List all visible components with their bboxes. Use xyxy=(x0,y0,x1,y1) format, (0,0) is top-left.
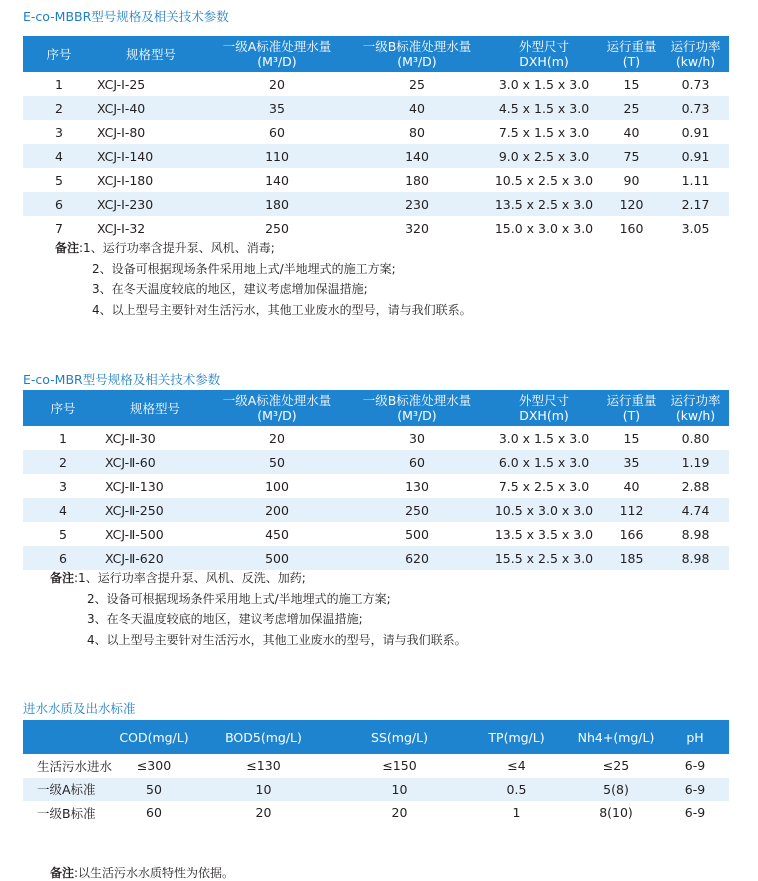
table-cell: 1.11 xyxy=(681,172,710,188)
table-cell: 35 xyxy=(207,96,347,120)
mbr-notes xyxy=(50,568,467,650)
table-cell: 一级B标准 xyxy=(37,805,96,821)
table-cell: 3 xyxy=(55,124,63,140)
table-cell: 生活污水进水 xyxy=(37,758,113,774)
table-cell: 9.0 x 2.5 x 3.0 xyxy=(487,144,601,168)
table-cell: 180 xyxy=(207,192,347,216)
header-model: 规格型号 xyxy=(95,36,207,72)
mbbr-notes xyxy=(55,238,472,320)
header-weight: 运行重量 (T) xyxy=(601,36,662,72)
table-cell: 140 xyxy=(347,144,487,168)
table-cell: 112 xyxy=(601,498,662,522)
table-cell: 1 xyxy=(55,76,63,92)
table-cell: 一级A标准 xyxy=(23,778,118,802)
table-row xyxy=(23,546,729,570)
table-cell: 60 xyxy=(146,805,162,821)
table-cell: 2.88 xyxy=(681,478,710,494)
water-section-title: 进水水质及出水标准 xyxy=(23,701,136,716)
table-cell: 6 xyxy=(23,546,103,570)
table-cell: 20 xyxy=(269,76,285,92)
table-cell: 40 xyxy=(623,478,640,494)
header-power: 运行功率 (kw/h) xyxy=(662,36,729,72)
table-cell: 0.80 xyxy=(681,430,710,446)
table-cell: 15 xyxy=(623,76,640,92)
table-cell: 30 xyxy=(409,430,425,446)
water-note xyxy=(50,864,234,881)
table-cell: 3.0 x 1.5 x 3.0 xyxy=(498,76,590,92)
header-cod: COD(mg/L) xyxy=(118,720,190,754)
table-cell: 180 xyxy=(405,172,429,188)
table-cell: ≤300 xyxy=(136,758,172,774)
table-cell: 10.5 x 2.5 x 3.0 xyxy=(494,172,594,188)
table-cell: ≤25 xyxy=(602,758,630,774)
table-cell: 7 xyxy=(55,220,63,236)
table-cell: 60 xyxy=(347,450,487,474)
note-line: 4、以上型号主要针对生活污水，其他工业废水的型号，请与我们联系。 xyxy=(92,302,472,317)
table-cell: 2 xyxy=(23,450,103,474)
table-cell: 90 xyxy=(623,172,640,188)
table-cell: 75 xyxy=(601,144,662,168)
table-cell: 40 xyxy=(347,96,487,120)
table-cell: 80 xyxy=(409,124,425,140)
table-row xyxy=(23,801,729,825)
table-cell: 620 xyxy=(347,546,487,570)
header-index: 序号 xyxy=(23,390,103,426)
table-cell: 110 xyxy=(207,144,347,168)
table-cell: ≤150 xyxy=(382,758,417,774)
header-dimensions: 外型尺寸 DXH(m) xyxy=(487,36,601,72)
table-cell: 3.0 x 1.5 x 3.0 xyxy=(498,430,590,446)
table-cell: 15.5 x 2.5 x 3.0 xyxy=(487,546,601,570)
table-cell: 200 xyxy=(207,498,347,522)
table-cell: 4 xyxy=(23,498,103,522)
header-model: 规格型号 xyxy=(103,390,207,426)
header-ss: SS(mg/L) xyxy=(337,720,462,754)
note-line: 3、在冬天温度较底的地区，建议考虑增加保温措施; xyxy=(87,612,363,627)
table-cell: ≤4 xyxy=(507,758,526,774)
table-cell: 13.5 x 3.5 x 3.0 xyxy=(494,526,594,542)
table-cell: 1.19 xyxy=(662,450,729,474)
table-cell: 7.5 x 2.5 x 3.0 xyxy=(498,478,590,494)
table-cell: XCJ-Ⅰ-80 xyxy=(97,124,146,140)
table-cell: 60 xyxy=(269,124,285,140)
table-cell: 13.5 x 2.5 x 3.0 xyxy=(487,192,601,216)
header-power: 运行功率 (kw/h) xyxy=(662,390,729,426)
table-cell: 6 xyxy=(23,192,95,216)
table-cell: XCJ-Ⅱ-250 xyxy=(103,498,207,522)
table-cell: 4 xyxy=(23,144,95,168)
header-index: 序号 xyxy=(23,36,95,72)
table-cell: 450 xyxy=(265,526,289,542)
table-cell: 40 xyxy=(623,124,640,140)
table-cell: 5(8) xyxy=(571,778,661,802)
table-cell: 0.73 xyxy=(662,96,729,120)
table-cell: 2 xyxy=(23,96,95,120)
notes-label: 备注 xyxy=(50,571,75,585)
table-row xyxy=(23,144,729,168)
header-grade-a-capacity: 一级A标准处理水量 (M³/D) xyxy=(207,390,347,426)
table-cell: 100 xyxy=(265,478,289,494)
table-cell: 3 xyxy=(59,478,67,494)
table-cell: XCJ-Ⅰ-40 xyxy=(95,96,207,120)
table-cell: XCJ-Ⅱ-620 xyxy=(103,546,207,570)
table-cell: 7.5 x 1.5 x 3.0 xyxy=(498,124,590,140)
table-cell: 20 xyxy=(269,430,285,446)
table-cell: 185 xyxy=(601,546,662,570)
note-line: 4、以上型号主要针对生活污水，其他工业废水的型号，请与我们联系。 xyxy=(87,632,467,647)
note-line: 2、设备可根据现场条件采用地上式/半地埋式的施工方案; xyxy=(87,591,391,606)
table-cell: 250 xyxy=(265,220,289,236)
table-cell: 230 xyxy=(347,192,487,216)
table-cell: 160 xyxy=(619,220,644,236)
notes-label: 备注 xyxy=(50,866,75,880)
table-cell: 3.05 xyxy=(681,220,710,236)
table-cell: 25 xyxy=(601,96,662,120)
note-line: 3、在冬天温度较底的地区，建议考虑增加保温措施; xyxy=(92,282,368,297)
header-nh4: Nh4+(mg/L) xyxy=(571,720,661,754)
table-cell: 6-9 xyxy=(661,778,729,802)
table-cell: 120 xyxy=(601,192,662,216)
table-row xyxy=(23,216,729,240)
table-cell: 10 xyxy=(190,778,337,802)
table-cell: 25 xyxy=(409,76,425,92)
table-cell: 10.5 x 3.0 x 3.0 xyxy=(487,498,601,522)
header-grade-a-capacity: 一级A标准处理水量 (M³/D) xyxy=(207,36,347,72)
table-header-row xyxy=(23,390,729,426)
table-cell: 0.91 xyxy=(681,124,710,140)
header-grade-b-capacity: 一级B标准处理水量 (M³/D) xyxy=(347,390,487,426)
table-cell: 500 xyxy=(405,526,429,542)
table-cell: 4.74 xyxy=(662,498,729,522)
table-cell: 500 xyxy=(207,546,347,570)
header-ph: pH xyxy=(661,720,729,754)
table-row xyxy=(23,522,729,546)
header-bod5: BOD5(mg/L) xyxy=(190,720,337,754)
header-tp: TP(mg/L) xyxy=(462,720,571,754)
mbbr-section-title: E-co-MBBR型号规格及相关技术参数 xyxy=(23,9,229,24)
water-quality-table xyxy=(23,720,729,825)
table-cell: 0.73 xyxy=(681,76,710,92)
table-cell: XCJ-Ⅱ-30 xyxy=(105,430,156,446)
table-row xyxy=(23,754,729,778)
table-cell: 8.98 xyxy=(662,546,729,570)
table-row xyxy=(23,498,729,522)
table-cell: XCJ-Ⅱ-60 xyxy=(103,450,207,474)
note-text: :以生活污水水质特性为依据。 xyxy=(74,866,235,880)
table-cell: 20 xyxy=(391,805,408,821)
table-row xyxy=(23,96,729,120)
table-cell: 1 xyxy=(59,430,67,446)
table-row xyxy=(23,426,729,450)
mbr-section-title: E-co-MBR型号规格及相关技术参数 xyxy=(23,372,221,387)
table-cell: 50 xyxy=(207,450,347,474)
table-cell: 140 xyxy=(265,172,289,188)
notes-label: 备注 xyxy=(55,241,80,255)
table-row xyxy=(23,72,729,96)
table-cell: 50 xyxy=(118,778,190,802)
table-cell: 0.5 xyxy=(462,778,571,802)
mbbr-spec-table xyxy=(23,36,729,240)
mbr-spec-table xyxy=(23,390,729,570)
table-cell: 130 xyxy=(405,478,429,494)
table-cell: ≤130 xyxy=(246,758,281,774)
table-cell: XCJ-Ⅰ-140 xyxy=(95,144,207,168)
note-line: :1、运行功率含提升泵、风机、反洗、加药; xyxy=(74,571,306,585)
table-cell: XCJ-Ⅰ-25 xyxy=(97,76,146,92)
note-line: :1、运行功率含提升泵、风机、消毒; xyxy=(79,241,275,255)
table-cell: 0.91 xyxy=(662,144,729,168)
table-cell: 20 xyxy=(255,805,272,821)
table-row xyxy=(23,168,729,192)
table-cell: XCJ-Ⅱ-130 xyxy=(105,478,164,494)
table-cell: 8.98 xyxy=(681,526,710,542)
table-cell: 6.0 x 1.5 x 3.0 xyxy=(487,450,601,474)
table-cell: XCJ-Ⅱ-500 xyxy=(105,526,164,542)
table-cell: 4.5 x 1.5 x 3.0 xyxy=(487,96,601,120)
table-cell: 5 xyxy=(55,172,63,188)
table-cell: XCJ-Ⅰ-32 xyxy=(97,220,146,236)
table-cell: 15 xyxy=(623,430,640,446)
table-row xyxy=(23,192,729,216)
header-weight: 运行重量 (T) xyxy=(601,390,662,426)
table-row xyxy=(23,450,729,474)
table-cell: 250 xyxy=(347,498,487,522)
table-cell: 15.0 x 3.0 x 3.0 xyxy=(494,220,594,236)
table-cell: 1 xyxy=(512,805,521,821)
table-header-row xyxy=(23,36,729,72)
table-cell: XCJ-Ⅰ-180 xyxy=(97,172,154,188)
table-row xyxy=(23,778,729,802)
table-row xyxy=(23,474,729,498)
table-cell: 2.17 xyxy=(662,192,729,216)
header-dimensions: 外型尺寸 DXH(m) xyxy=(487,390,601,426)
table-cell: XCJ-Ⅰ-230 xyxy=(95,192,207,216)
table-cell: 5 xyxy=(59,526,67,542)
header-blank xyxy=(23,720,118,754)
table-cell: 10 xyxy=(337,778,462,802)
table-header-row xyxy=(23,720,729,754)
table-row xyxy=(23,120,729,144)
table-cell: 320 xyxy=(405,220,429,236)
table-cell: 6-9 xyxy=(684,805,706,821)
table-cell: 8(10) xyxy=(599,805,633,821)
header-grade-b-capacity: 一级B标准处理水量 (M³/D) xyxy=(347,36,487,72)
table-cell: 35 xyxy=(601,450,662,474)
table-cell: 166 xyxy=(619,526,644,542)
note-line: 2、设备可根据现场条件采用地上式/半地埋式的施工方案; xyxy=(92,261,396,276)
table-cell: 6-9 xyxy=(684,758,706,774)
